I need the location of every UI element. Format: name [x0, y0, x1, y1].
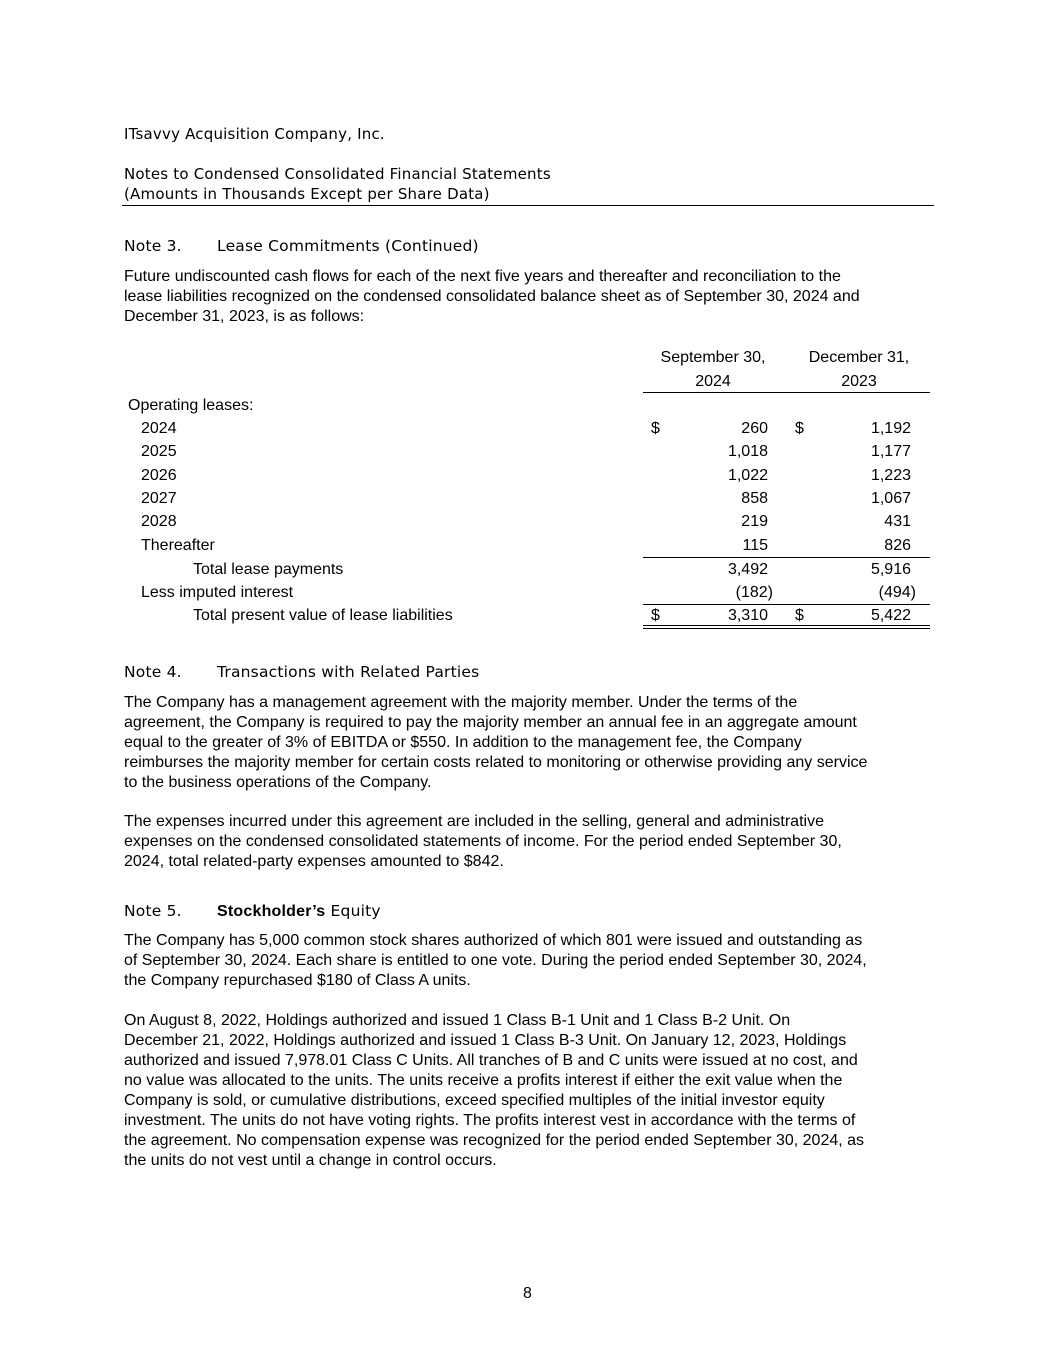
col-header-sep-2024 [640, 346, 786, 394]
row-label: 2028 [141, 513, 177, 530]
note5-number: Note 5. [124, 902, 182, 920]
double-rule-top [643, 625, 930, 626]
currency-sign: $ [651, 607, 660, 624]
header-rule [122, 205, 934, 206]
row-value-2023: 1,067 [870, 490, 911, 507]
statement-subtitle: (Amounts in Thousands Except per Share Data) [124, 185, 490, 203]
note3-intro: Future undiscounted cash flows for each of the next five years and thereafter and reconciliation to the lease liabilities recognized on the condensed consolidated balance sheet as of September 30, 2024 and December 31, 2023, is as follows: [124, 268, 860, 325]
row-label: 2024 [141, 420, 177, 437]
row-value-2023: 1,177 [870, 443, 911, 460]
row-value-2024: 858 [741, 490, 768, 507]
operating-leases-label: Operating leases: [128, 397, 254, 414]
present-value-2023: 5,422 [870, 607, 911, 624]
note5-title-rest: Equity [325, 902, 381, 920]
currency-sign: $ [795, 607, 804, 624]
row-value-2024: 115 [742, 537, 768, 554]
total-lease-payments-2024: 3,492 [727, 561, 768, 578]
col2-line2: 2023 [841, 373, 877, 390]
row-value-2024: 1,022 [727, 467, 768, 484]
col2-line1: December 31, [808, 349, 910, 366]
currency-sign: $ [651, 420, 660, 437]
row-label: Thereafter [141, 537, 215, 554]
note4-title: Transactions with Related Parties [217, 663, 480, 681]
note4-heading [124, 663, 479, 681]
row-value-2023: 826 [884, 537, 911, 554]
present-value-label: Total present value of lease liabilities [193, 607, 453, 624]
row-value-2024: 219 [741, 513, 768, 530]
note4-para2: The expenses incurred under this agreement are included in the selling, general and administrative expenses on the condensed consolidated statements of income. For the period ended September 30, 2024, total related-party expenses amounted to $842. [124, 813, 842, 870]
total-lease-payments-label: Total lease payments [193, 561, 344, 578]
note3-heading [124, 237, 479, 255]
row-value-2024: 1,018 [727, 443, 768, 460]
note4-para1: The Company has a management agreement with the majority member. Under the terms of the agreement, the Company is required to pay the majority member an annual fee in an aggregate amount equal to the greater of 3% of EBITDA or $550. In addition to the management fee, the Company reimburses the majority member for certain costs related to monitoring or otherwise providing any service to the business operations of the Company. [124, 694, 868, 791]
row-label: 2027 [141, 490, 177, 507]
present-value-2024: 3,310 [727, 607, 768, 624]
header-underline [643, 392, 930, 393]
col-header-dec-2023 [786, 346, 932, 394]
statement-title: Notes to Condensed Consolidated Financial Statements [124, 165, 551, 183]
col1-line1: September 30, [660, 349, 766, 366]
page-number: 8 [523, 1285, 532, 1302]
currency-sign: $ [795, 420, 804, 437]
note4-number: Note 4. [124, 663, 182, 681]
imputed-interest-2023: (494) [878, 584, 916, 601]
double-rule-bottom [643, 628, 930, 629]
total-rule [643, 604, 930, 605]
note5-para1: The Company has 5,000 common stock shares authorized of which 801 were issued and outstanding as of September 30, 2024. Each share is entitled to one vote. During the period ended September 30, 2024, the Company repurchased $180 of Class A units. [124, 932, 867, 989]
row-value-2023: 431 [884, 513, 911, 530]
total-lease-payments-2023: 5,916 [870, 561, 911, 578]
note3-title: Lease Commitments (Continued) [217, 237, 479, 255]
col1-line2: 2024 [695, 373, 731, 390]
imputed-interest-label: Less imputed interest [141, 584, 294, 601]
imputed-interest-2024: (182) [735, 584, 773, 601]
row-label: 2025 [141, 443, 177, 460]
row-value-2023: 1,223 [870, 467, 911, 484]
note5-title-bold: Stockholder’s [217, 903, 326, 920]
note5-para2: On August 8, 2022, Holdings authorized and issued 1 Class B-1 Unit and 1 Class B-2 Unit. On December 21, 2022, Holdings authorized and issued 1 Class B-3 Unit. On January 12, 2023, Holdings authorized and issued 7,978.01 Class C Units. All tranches of B and C units were issued at no cost, and no value was allocated to the units. The units receive a profits interest if either the exit value when the Company is sold, or cumulative distributions, exceed specified multiples of the initial investor equity investment. The units do not have voting rights. The profits interest vest in accordance with the terms of the agreement. No compensation expense was recognized for the period ended September 30, 2024, as the units do not vest until a change in control occurs. [124, 1012, 865, 1169]
note3-number: Note 3. [124, 237, 182, 255]
row-value-2024: 260 [741, 420, 768, 437]
company-name: ITsavvy Acquisition Company, Inc. [124, 125, 385, 143]
note5-heading [124, 902, 381, 921]
row-value-2023: 1,192 [870, 420, 911, 437]
subtotal-rule [643, 557, 930, 558]
row-label: 2026 [141, 467, 177, 484]
